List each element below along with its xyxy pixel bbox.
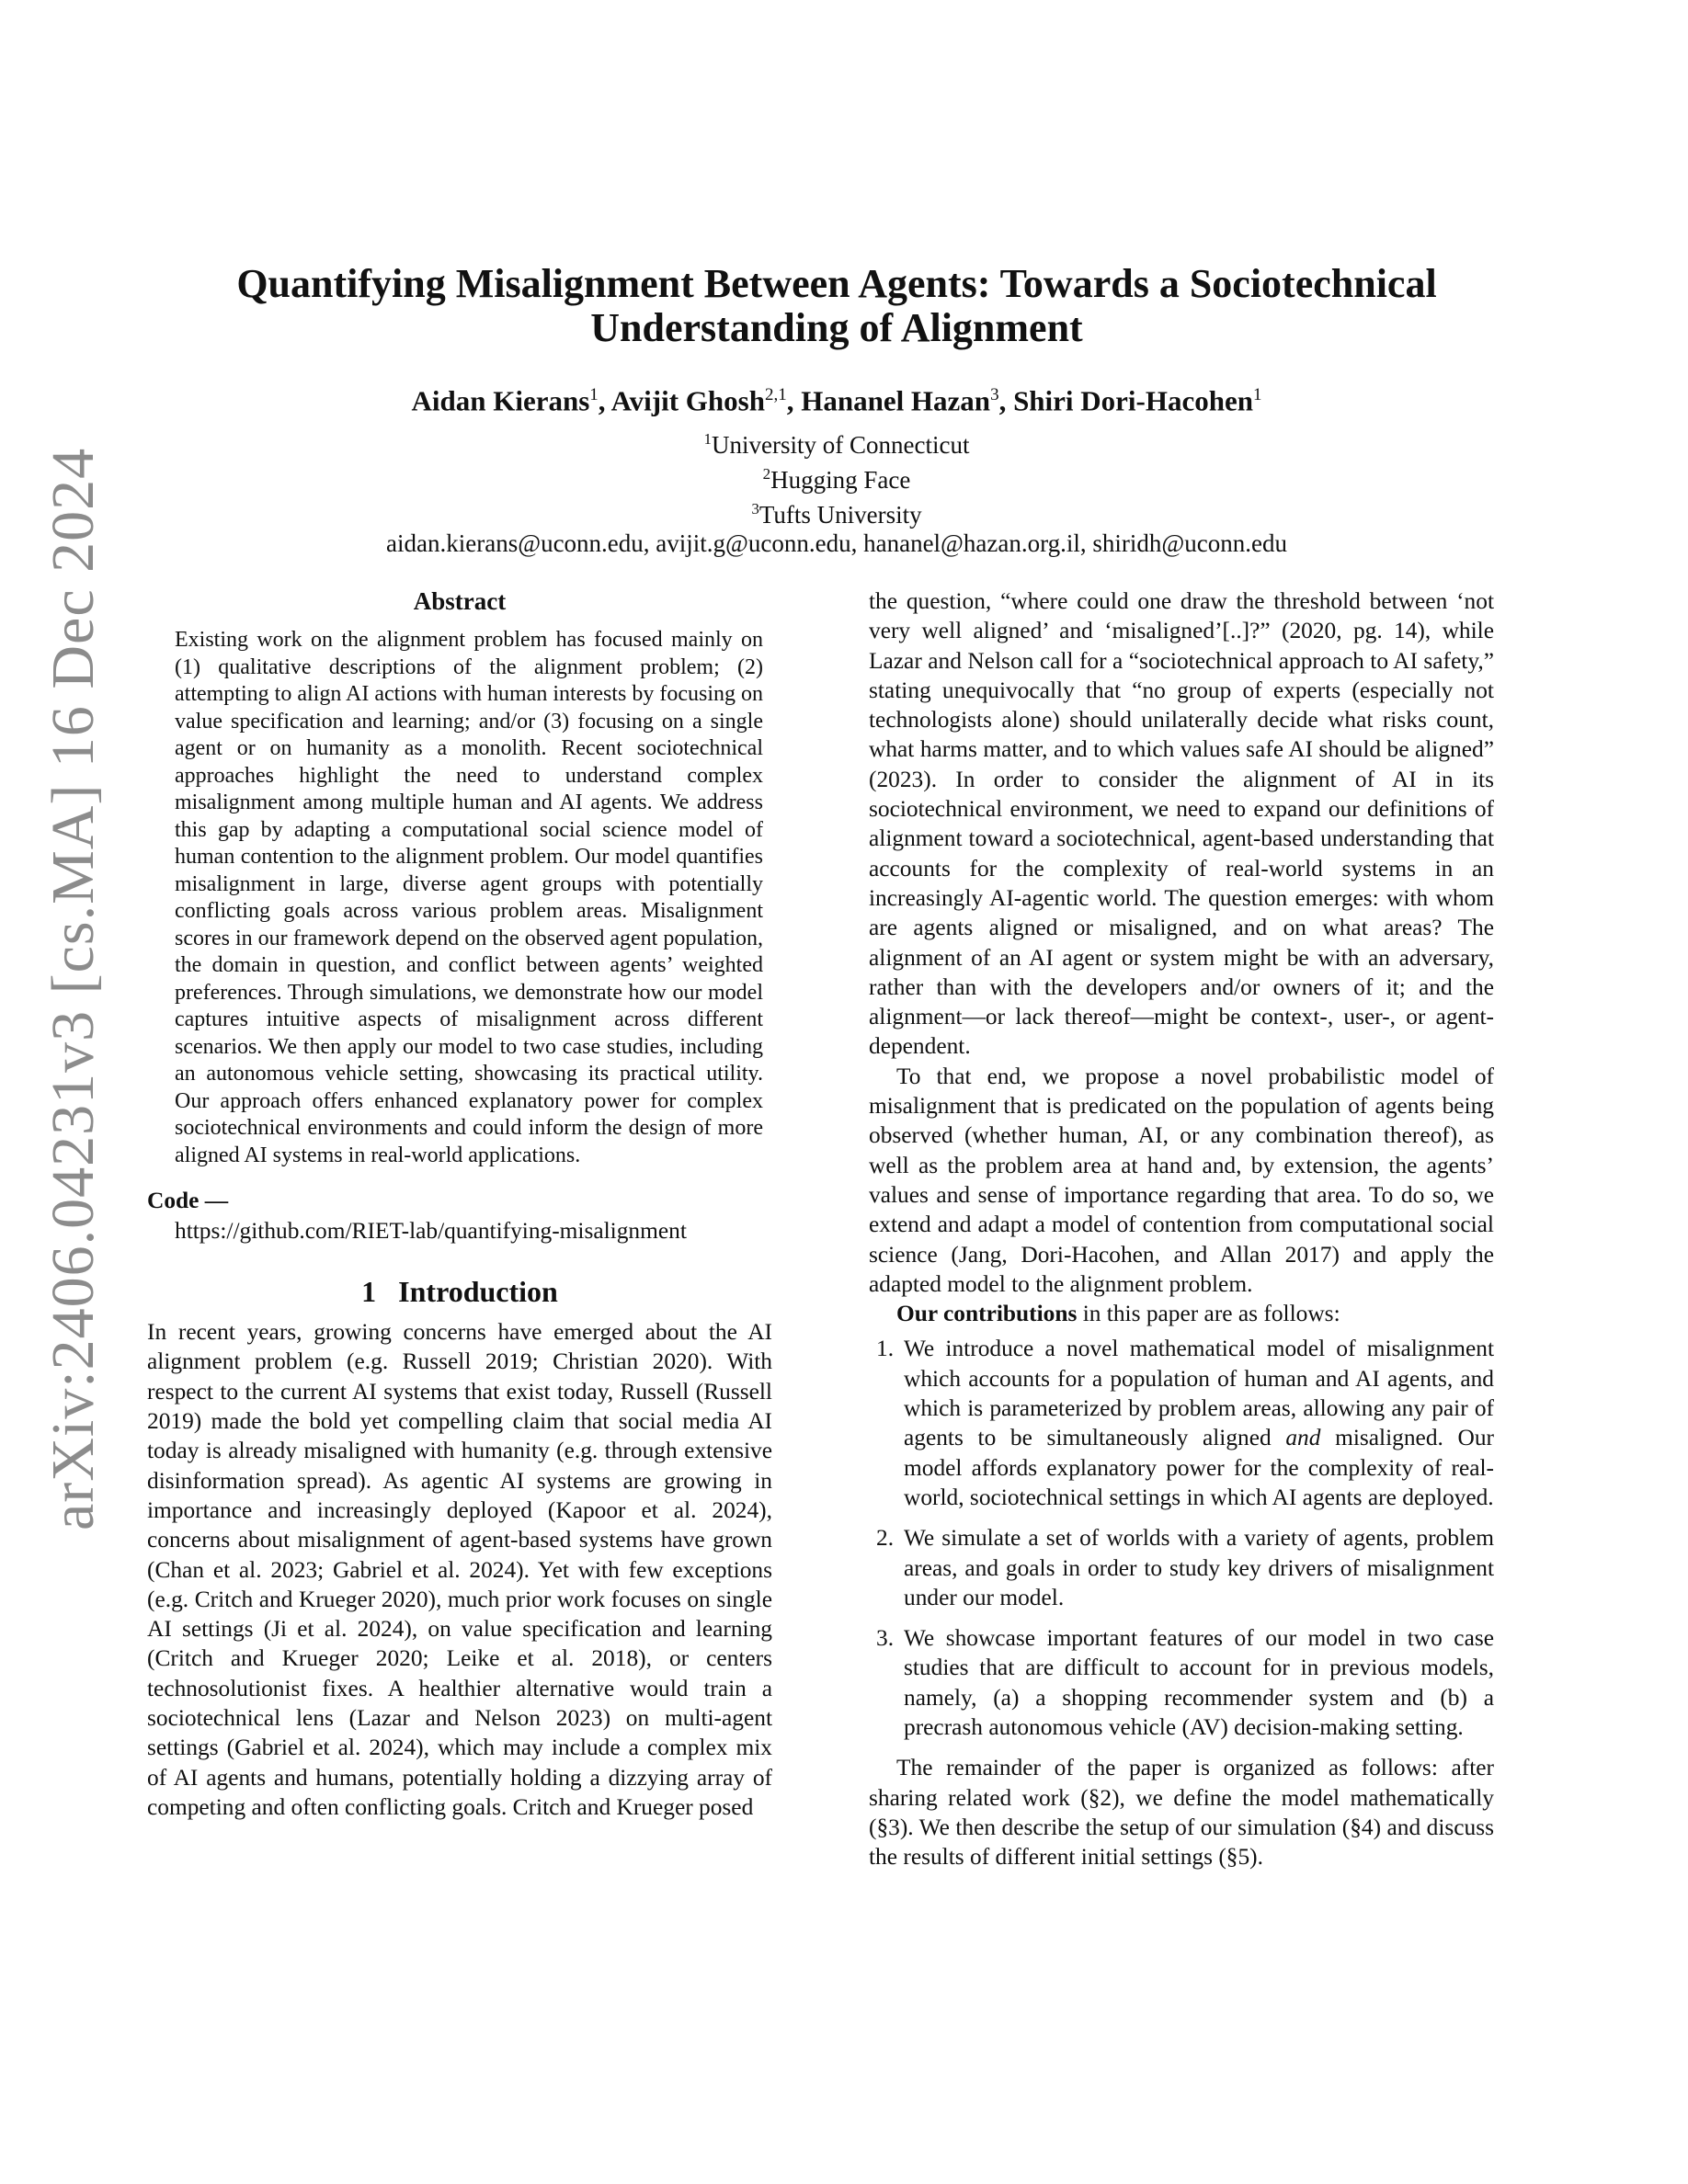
author-list bbox=[165, 377, 1508, 419]
author-affiliation-marker: 3 bbox=[990, 385, 999, 404]
list-item-text: We introduce a novel mathematical model of misalignment which accounts for a population of human and AI agents, and which is parameterized by problem areas, allowing any pair of agents to be simultaneously aligned bbox=[904, 1336, 1494, 1451]
affiliation-name: University of Connecticut bbox=[712, 431, 970, 459]
intro-paragraph: In recent years, growing concerns have emerged about the AI alignment problem (e.g. Russell 2019; Christian 2020). With respect to the current AI systems that exist today, Russell (Russell 2019) made the bold yet compelling claim that social media AI today is already misaligned with humanity (e.g. through extensive disinformation spread). As agentic AI systems are growing in importance and increasingly deployed (Kapoor et al. 2024), concerns about misalignment of agent-based systems have grown (Chan et al. 2023; Gabriel et al. 2024). Yet with few exceptions (e.g. Critch and Krueger 2020), much prior work focuses on single AI settings (Ji et al. 2024), on value specification and learning (Critch and Krueger 2020; Leike et al. 2018), or centers technosolutionist fixes. A healthier alternative would train a sociotechnical lens (Lazar and Nelson 2023) on multi-agent settings (Gabriel et al. 2024), which may include a complex mix of AI agents and humans, potentially holding a dizzying array of competing and often conflicting goals. Critch and Krueger posed bbox=[147, 1319, 772, 1820]
affiliation-marker: 3 bbox=[751, 500, 759, 518]
code-block bbox=[147, 1186, 772, 1246]
affiliations bbox=[165, 425, 1508, 558]
contributions-lead bbox=[869, 1299, 1494, 1328]
intro-paragraph: The remainder of the paper is organized as follows: after sharing related work (§2), we define the model mathematically (§3). We then describe the setup of our simulation (§4) and discuss the results of different initial settings (§5). bbox=[869, 1755, 1494, 1871]
list-item-emphasis: and bbox=[1285, 1425, 1321, 1451]
affiliation-marker: 2 bbox=[762, 465, 771, 483]
left-column bbox=[147, 586, 772, 1822]
author-affiliation-marker: 1 bbox=[589, 385, 599, 404]
affiliation-line bbox=[165, 495, 1508, 529]
paper-title bbox=[165, 262, 1508, 350]
list-item-text: misaligned. Our model affords explanatory power for the complexity of real-world, sociotechnical settings in which AI agents are deployed. bbox=[904, 1425, 1495, 1510]
contributions-lead-bold: Our contributions bbox=[896, 1301, 1078, 1327]
intro-paragraph: To that end, we propose a novel probabilistic model of misalignment that is predicated on the population of agents being observed (whether human, AI, or any combination thereof), as well as the problem area at hand and, by extension, the agents’ values and sense of importance regarding that area. To do so, we extend and adapt a model of contention from computational social science (Jang, Dori-Hacohen, and Allan 2017) and apply the adapted model to the alignment problem. bbox=[869, 1063, 1494, 1297]
affiliation-line bbox=[165, 425, 1508, 460]
intro-paragraph-continued: the question, “where could one draw the threshold between ‘not very well aligned’ and ‘misaligned’[..]?” (2020, pg. 14), while Lazar and Nelson call for a “sociotechnical approach to AI safety,” stating unequivocally that “no group of experts (especially not technologists alone) should unilaterally decide what risks count, what harms matter, and to which values safe AI should be aligned” (2023). In order to consider the alignment of AI in its sociotechnical environment, we need to expand our definitions of alignment toward a sociotechnical, agent-based understanding that accounts for the complexity of real-world systems in an increasingly AI-agentic world. The question emerges: with whom are agents aligned or misaligned, and on what areas? The alignment of an AI agent or system might be with an adversary, rather than with the developers and/or owners of it; and the alignment—or lack thereof—might be context-, user-, or agent-dependent. bbox=[869, 588, 1494, 1060]
section-heading-introduction bbox=[147, 1274, 772, 1308]
list-item-number: 1. bbox=[876, 1336, 895, 1362]
abstract-body: Existing work on the alignment problem has focused mainly on (1) qualitative descriptions of the alignment problem; (2) attempting to align AI actions with human interests by focusing on value specification and learning; and/or (3) focusing on a single agent or on humanity as a monolith. Recent sociotechnical approaches highlight the need to understand complex misalignment among multiple human and AI agents. We address this gap by adapting a computational social science model of human contention to the alignment problem. Our model quantifies misalignment in large, diverse agent groups with potentially conflicting goals across various problem areas. Misalignment scores in our framework depend on the observed agent population, the domain in question, and conflict between agents’ weighted preferences. Through simulations, we demonstrate how our model captures intuitive aspects of misalignment across different scenarios. We then apply our model to two case studies, including an autonomous vehicle setting, showcasing its practical utility. Our approach offers enhanced explanatory power for complex sociotechnical environments and could inform the design of more aligned AI systems in real-world applications. bbox=[175, 628, 763, 1167]
code-repository-link[interactable]: https://github.com/RIET-lab/quantifying-misalignment bbox=[175, 1217, 687, 1244]
affiliation-marker: 1 bbox=[703, 430, 713, 448]
abstract-heading: Abstract bbox=[413, 587, 507, 615]
author-separator: , bbox=[598, 384, 611, 417]
affiliation-name: Tufts University bbox=[758, 501, 922, 529]
code-label: Code — bbox=[147, 1188, 229, 1214]
right-column bbox=[869, 586, 1494, 1871]
section-title: Introduction bbox=[398, 1274, 558, 1308]
author-affiliation-marker: 2,1 bbox=[764, 385, 787, 404]
author-name: Shiri Dori-Hacohen bbox=[1013, 384, 1253, 417]
contributions-list bbox=[869, 1334, 1494, 1742]
author-emails: aidan.kierans@uconn.edu, avijit.g@uconn.edu, hananel@hazan.org.il, shiridh@uconn.edu bbox=[386, 529, 1287, 557]
author-name: Aidan Kierans bbox=[411, 384, 590, 417]
list-item bbox=[869, 1334, 1494, 1512]
author-separator: , bbox=[998, 384, 1014, 417]
list-item bbox=[869, 1523, 1494, 1612]
title-line-1: Quantifying Misalignment Between Agents: Towards a Sociotechnical bbox=[236, 261, 1437, 306]
section-number: 1 bbox=[361, 1274, 377, 1308]
arxiv-identifier: arXiv:2406.04231v3 [cs.MA] 16 Dec 2024 bbox=[40, 447, 107, 1530]
author-separator: , bbox=[786, 384, 802, 417]
author-name: Avijit Ghosh bbox=[610, 384, 765, 417]
affiliation-name: Hugging Face bbox=[770, 466, 911, 494]
list-item-number: 2. bbox=[876, 1525, 895, 1552]
affiliation-line bbox=[165, 460, 1508, 495]
list-item-number: 3. bbox=[876, 1625, 895, 1652]
title-line-2: Understanding of Alignment bbox=[590, 305, 1083, 350]
list-item bbox=[869, 1623, 1494, 1742]
author-name: Hananel Hazan bbox=[801, 384, 991, 417]
list-item-text: We simulate a set of worlds with a variety of agents, problem areas, and goals in order to study key drivers of misalignment under our model. bbox=[904, 1525, 1494, 1610]
list-item-text: We showcase important features of our model in two case studies that are difficult to account for in previous models, namely, (a) a shopping recommender system and (b) a precrash autonomous vehicle (AV) decision-making setting. bbox=[904, 1625, 1494, 1740]
author-affiliation-marker: 1 bbox=[1252, 385, 1262, 404]
contributions-lead-text: in this paper are as follows: bbox=[1077, 1301, 1340, 1327]
